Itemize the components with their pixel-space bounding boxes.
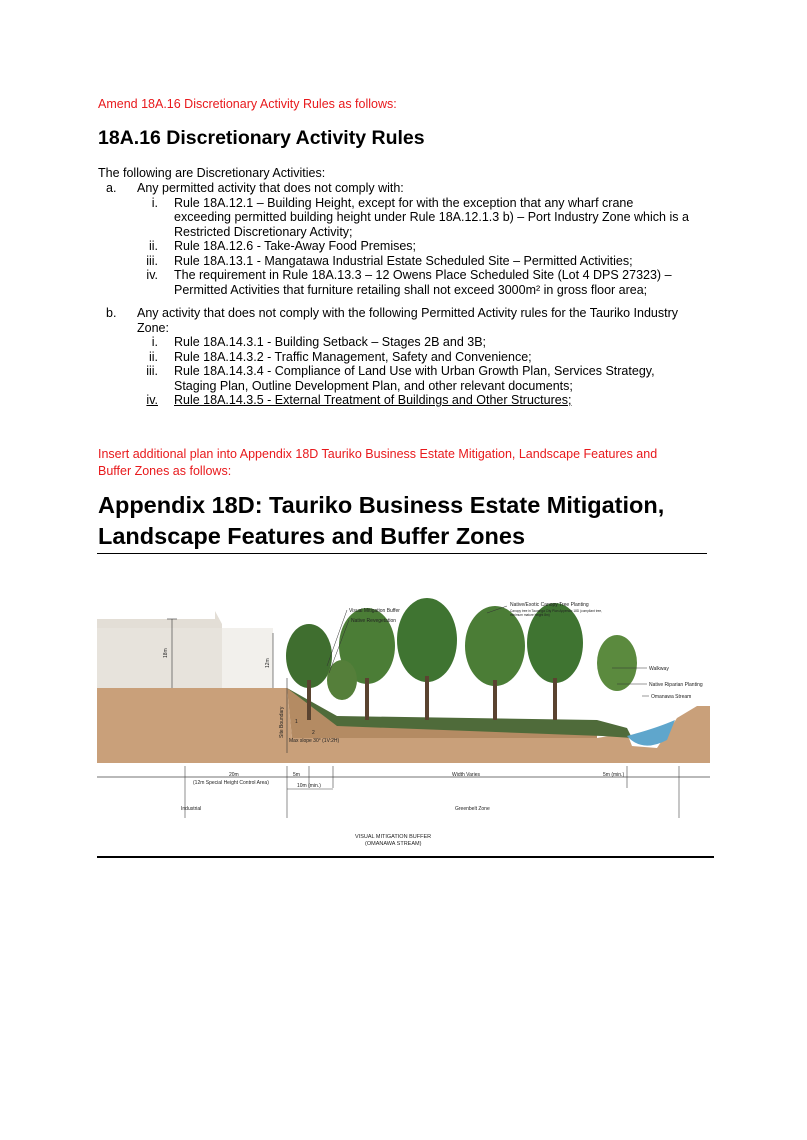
- riparian-label: Native Riparian Planting: [649, 682, 703, 688]
- list-b-line: Any activity that does not comply with the following Permitted Activity rules for the Tauriko Industry: [137, 306, 678, 320]
- slope-rise-label: 1: [295, 719, 298, 725]
- appendix-title-line: Landscape Features and Buffer Zones: [98, 523, 526, 549]
- section-heading: 18A.16 Discretionary Activity Rules: [98, 127, 425, 149]
- tree: [597, 635, 637, 691]
- dim-10m-label: 10m (min.): [297, 783, 321, 789]
- list-b-item-line: Rule 18A.14.3.2 - Traffic Management, Safety and Convenience;: [174, 349, 532, 364]
- height-18m-label: 18m: [163, 648, 169, 658]
- list-b-item-num: iv.: [146, 393, 158, 407]
- tree: [397, 598, 457, 682]
- height-12m-label: 12m: [265, 658, 271, 668]
- list-a-item-num: i.: [151, 195, 158, 210]
- amend-note: Amend 18A.16 Discretionary Activity Rules as follows:: [98, 97, 397, 111]
- building-shadow: [97, 628, 273, 688]
- stream-label: Omanawa Stream: [651, 694, 692, 700]
- list-b-item-line: Rule 18A.14.3.1 - Building Setback – Stages 2B and 3B;: [174, 335, 487, 349]
- zone-industrial: Industrial: [181, 806, 202, 812]
- list-b-item-num: ii.: [148, 349, 158, 364]
- native-reveg-label: Native Revegetation: [351, 618, 397, 624]
- section-title: [98, 127, 425, 150]
- list-a-item-num: iv.: [146, 268, 158, 282]
- list-b-label: b.: [106, 306, 117, 320]
- title-underline: [97, 553, 707, 554]
- list-b-item-num: i.: [151, 335, 158, 349]
- diagram-caption-line: (OMANAWA STREAM): [365, 841, 422, 847]
- list-a-text: Any permitted activity that does not comply with:: [137, 181, 404, 195]
- dim-width-label: Width Varies: [452, 772, 480, 778]
- slope-run-label: 2: [312, 730, 315, 736]
- list-b-item-line: Rule 18A.14.3.4 - Compliance of Land Use with Urban Growth Plan, Services Strategy,: [174, 364, 655, 378]
- canopy-note: minimum mature height 8m): [510, 613, 550, 617]
- zone-greenbelt: Greenbelt Zone: [455, 806, 490, 812]
- canopy-label: Native/Exotic Canopy Tree Planting: [510, 602, 589, 608]
- tree-trunk: [553, 678, 557, 720]
- list-a-item-num: iii.: [146, 253, 158, 268]
- walkway-label: Walkway: [649, 666, 669, 672]
- intro-text: The following are Discretionary Activities:: [98, 166, 326, 180]
- list-b-line: Zone:: [137, 320, 169, 335]
- list-a-item-line: Rule 18A.13.1 - Mangatawa Industrial Estate Scheduled Site – Permitted Activities;: [174, 253, 633, 268]
- tree: [286, 624, 332, 688]
- list-b: [0, 306, 807, 416]
- visual-buffer-label: Visual Mitigation Buffer: [349, 608, 400, 614]
- diagram-caption-line: VISUAL MITIGATION BUFFER: [355, 834, 432, 840]
- dim-5m-label: 5m: [293, 772, 300, 778]
- insert-note-line: Buffer Zones as follows:: [98, 464, 232, 478]
- appendix-title: [98, 490, 664, 552]
- tree-trunk: [365, 678, 369, 720]
- dim-20m-label: 20m: [229, 772, 239, 778]
- canopy-note: Canopy tree in Tauranga City Plan Appendix 18D (compliant tree,: [510, 609, 603, 613]
- list-a-item-line: The requirement in Rule 18A.13.3 – 12 Owens Place Scheduled Site (Lot 4 DPS 27323) –: [174, 268, 672, 282]
- diagram-bottom-rule: [97, 856, 714, 858]
- insert-note-line: Insert additional plan into Appendix 18D Tauriko Business Estate Mitigation, Landscape Features and: [98, 447, 658, 461]
- list-a-item-line: Rule 18A.12.1 – Building Height, except for with the exception that any wharf crane: [174, 195, 634, 210]
- list-b-item-line: Staging Plan, Outline Development Plan, and other relevant documents;: [174, 378, 573, 393]
- slope-label: Max slope 30° (1V:2H): [289, 738, 340, 744]
- tree-trunk: [425, 676, 429, 720]
- tree-trunk: [307, 680, 311, 720]
- list-b-item-line: Rule 18A.14.3.5 - External Treatment of Buildings and Other Structures;: [174, 393, 572, 407]
- list-a: [0, 181, 807, 301]
- list-a-item-line: Restricted Discretionary Activity;: [174, 224, 353, 239]
- dim-5m-min-label: 5m (min.): [603, 772, 625, 778]
- tree: [465, 606, 525, 686]
- list-a-item-line: Permitted Activities that furniture retailing shall not exceed 3000m² in gross floor area;: [174, 282, 648, 297]
- dim-20m-note: (12m Special Height Control Area): [193, 780, 269, 786]
- list-a-item-line: exceeding permitted building height under Rule 18A.12.1.3 b) – Port Industry Zone which is a: [174, 210, 689, 224]
- tree-trunk: [493, 680, 497, 720]
- site-boundary-label: Site Boundary: [279, 706, 285, 738]
- list-a-item-num: ii.: [148, 239, 158, 253]
- insert-note: [98, 446, 657, 480]
- appendix-title-line: Appendix 18D: Tauriko Business Estate Mitigation,: [98, 492, 665, 518]
- list-a-label: a.: [106, 181, 117, 195]
- cross-section-diagram: [97, 588, 710, 853]
- list-b-item-num: iii.: [146, 364, 158, 378]
- list-a-item-line: Rule 18A.12.6 - Take-Away Food Premises;: [174, 239, 417, 253]
